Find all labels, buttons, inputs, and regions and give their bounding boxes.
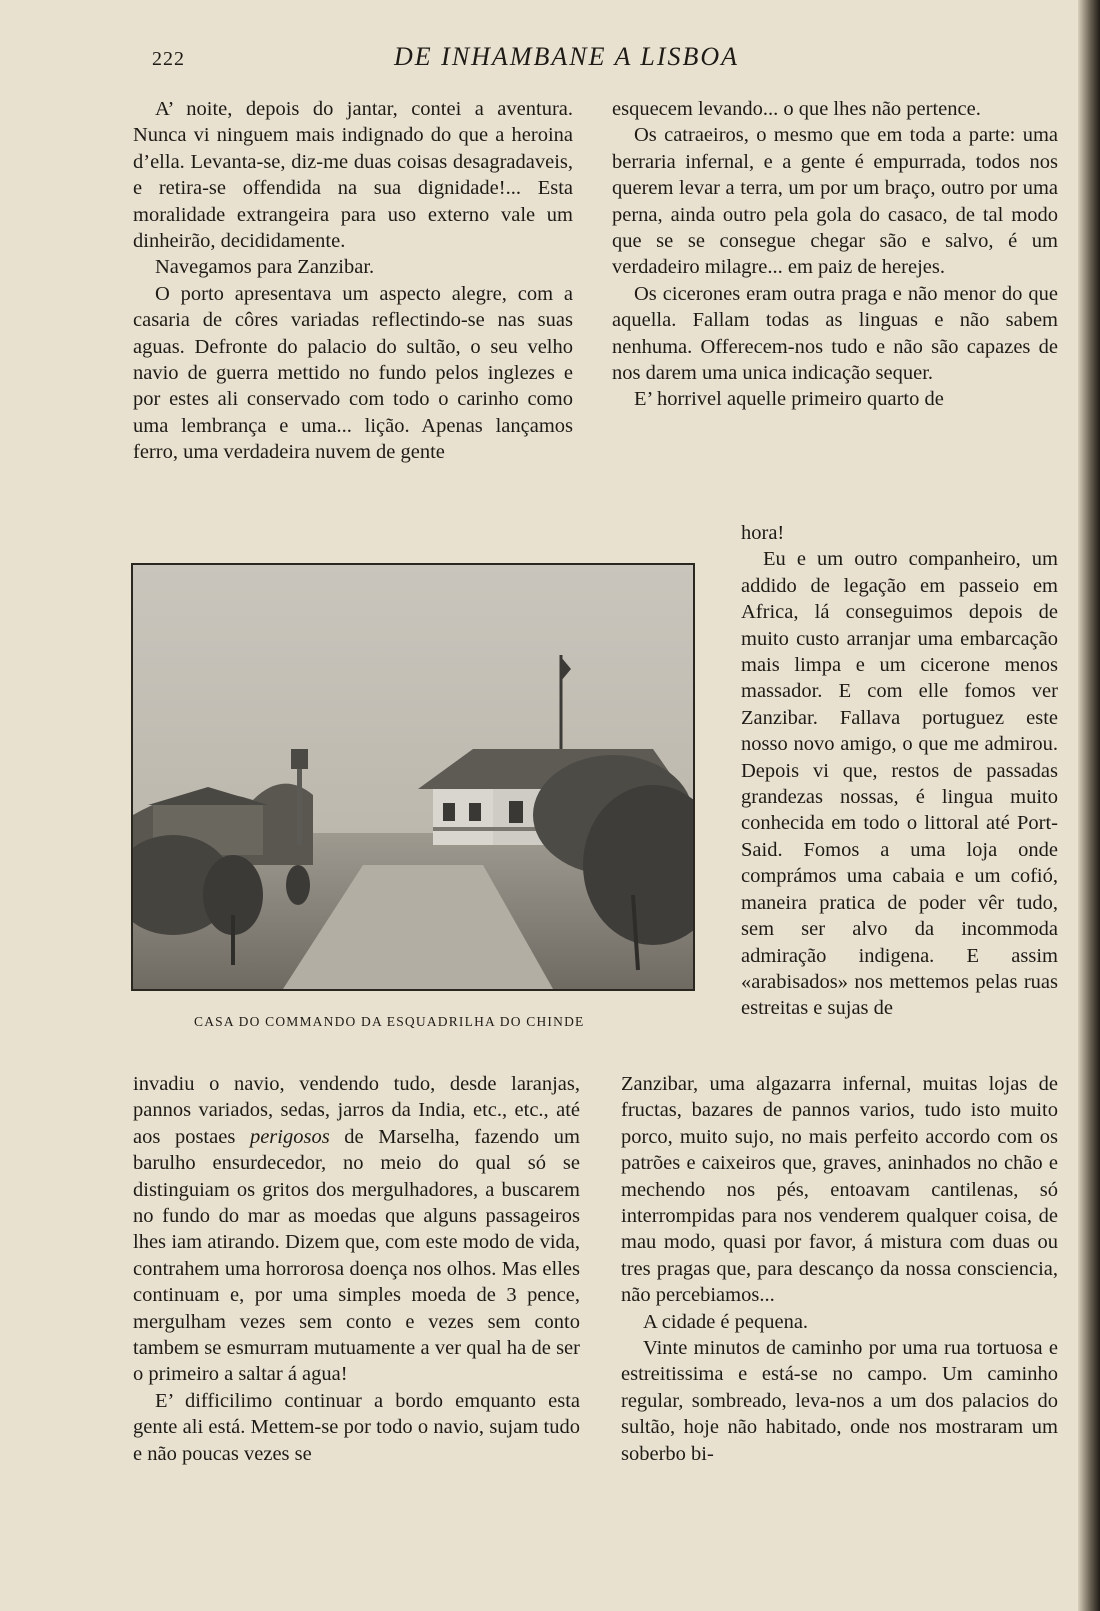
house-photo-illustration xyxy=(133,565,693,989)
paragraph xyxy=(133,1071,580,1388)
running-title: DE INHAMBANE A LISBOA xyxy=(394,42,740,71)
column-right-bottom xyxy=(621,1071,1058,1467)
column-right-top xyxy=(612,96,1058,413)
column-left-top xyxy=(133,96,573,466)
figure-caption: CASA DO COMMANDO DA ESQUADRILHA DO CHINDE xyxy=(194,1014,585,1029)
paragraph: Eu e um outro companheiro, um addido de legação em passeio em Africa, lá conseguimos depois de muito custo arranjar uma embarcação mais limpa e um cicerone menos massador. E com elle fomos ver Zanzibar. Fallava portuguez este nosso novo amigo, o que me admirou. Depois vi que, restos de passadas grandezas nossas, é lingua muito conhecida em todo o littoral até Port-Said. Fomos a uma loja onde comprámos uma cabaia e um cofió, maneira pratica de poder vêr tudo, sem ser alvo da incommoda admiração indigena. E assim «arabisados» nos mettemos pelas ruas estreitas e sujas de xyxy=(741,548,1058,1020)
column-left-bottom xyxy=(133,1071,580,1467)
paragraph: A’ noite, depois do jantar, contei a aventura. Nunca vi ninguem mais indignado do que a heroina d’ella. Levanta-se, diz-me duas coisas desagradaveis, e retira-se offendida na sua dignidade!... Esta moralidade extrangeira para uso externo vale um dinheirão, decididamente. xyxy=(133,98,573,253)
text-run: invadiu o navio, vendendo tudo, desde laranjas, pannos variados, sedas, jarros da India, etc., etc., até aos postaes xyxy=(133,1073,580,1148)
paragraph: Zanzibar, uma algazarra infernal, muitas lojas de fructas, bazares de pannos varios, tudo isto muito porco, muito sujo, no mais perfeito accordo com os patrões e caixeiros que, graves, aninhados no chão e mechendo nos pés, entoavam cantilenas, só interrompidas para nos venderem qualquer coisa, de mau modo, quasi por favor, á mistura com duas ou tres pragas que, para descanço da nossa consciencia, não percebiamos... xyxy=(621,1073,1058,1307)
column-right-beside-figure xyxy=(741,520,1058,1022)
text-run: de Marselha, fazendo um barulho ensurdecedor, no meio do qual só se distinguiam os gritos dos mergulhadores, a buscarem no fundo do mar as moedas que alguns passageiros lhes iam atirando. Dizem que, com este modo de vida, contrahem uma horrorosa doença nos olhos. Mas elles continuam e, por uma simples moeda de 3 pence, mergulham vezes sem conto e vezes sem conto tambem se esmurram mutuamente a ver qual ha de ser o primeiro a saltar á agua! xyxy=(133,1125,580,1386)
photograph-house xyxy=(131,563,695,991)
paragraph: Os catraeiros, o mesmo que em toda a parte: uma berraria infernal, e a gente é empurrada, todos nos querem levar a terra, um por um braço, outro por uma perna, ainda outro pela gola do casaco, de tal modo que se se consegue chegar são e salvo, é um verdadeiro milagre... em paiz de herejes. xyxy=(612,124,1058,279)
italic-word: perigosos xyxy=(249,1125,330,1148)
paragraph: esquecem levando... o que lhes não pertence. xyxy=(612,98,981,120)
paragraph: Os cicerones eram outra praga e não menor do que aquella. Fallam todas as linguas e não sabem nenhuma. Offerecem-nos tudo e não são capazes de nos darem uma unica indicação sequer. xyxy=(612,282,1058,385)
page-spine-shadow xyxy=(1078,0,1100,1611)
paragraph: E’ horrivel aquelle primeiro quarto de xyxy=(634,388,944,411)
paragraph: Navegamos para Zanzibar. xyxy=(155,256,375,279)
paragraph: O porto apresentava um aspecto alegre, com a casaria de côres variadas reflectindo-se nas suas aguas. Defronte do palacio do sultão, o seu velho navio de guerra mettido no fundo pelos inglezes e por estes ali conservado com todo o carinho como uma lembrança e uma... lição. Apenas lançamos ferro, uma verdadeira nuvem de gente xyxy=(133,282,573,464)
paragraph: E’ difficilimo continuar a bordo emquanto esta gente ali está. Mettem-se por todo o navio, sujam tudo e não poucas vezes se xyxy=(133,1389,580,1465)
page-number: 222 xyxy=(152,48,185,70)
paragraph: A cidade é pequena. xyxy=(643,1310,809,1333)
paragraph: hora! xyxy=(741,522,785,544)
paragraph: Vinte minutos de caminho por uma rua tortuosa e estreitissima e está-se no campo. Um caminho regular, sombreado, leva-nos a um dos palacios do sultão, hoje não habitado, onde nos mostraram um soberbo bi- xyxy=(621,1337,1058,1465)
